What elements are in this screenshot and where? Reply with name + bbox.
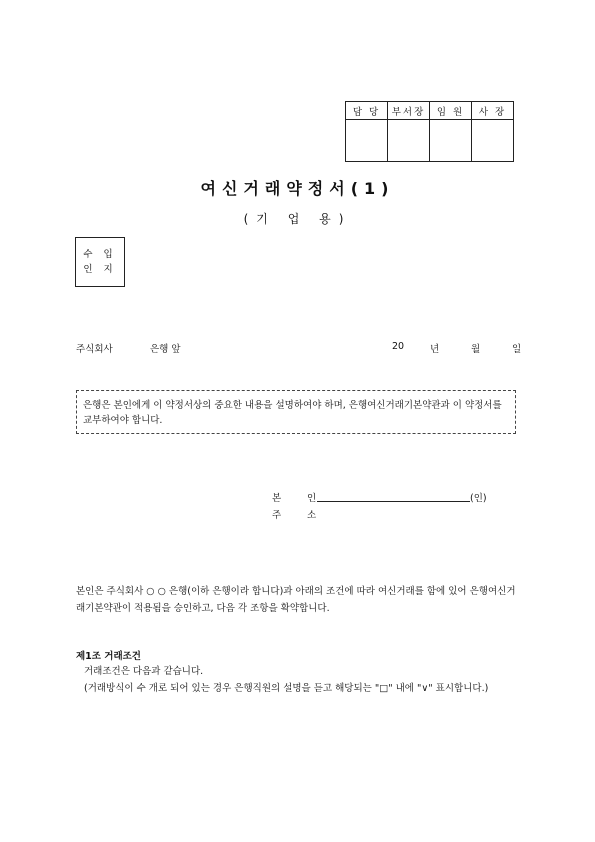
article1-line1: 거래조건은 다음과 같습니다.: [84, 666, 204, 677]
article1-line2: (거래방식이 수 개로 되어 있는 경우 은행직원의 설명을 듣고 해당되는 "□" 내에 "∨" 표시합니다.): [84, 683, 489, 694]
signer-address-label-1: 주: [272, 510, 282, 521]
date-year-prefix: 20: [392, 341, 405, 352]
signer-address-label-2: 소: [307, 510, 317, 521]
approval-box: [345, 101, 514, 162]
signer-name-label-1: 본: [272, 493, 282, 504]
seal-mark: (인): [470, 493, 487, 504]
approval-sign-dept-head[interactable]: [388, 120, 430, 162]
approval-sign-staff[interactable]: [346, 120, 388, 162]
signer-name-label-2: 인: [307, 493, 317, 504]
revenue-stamp-box: [75, 237, 125, 287]
approval-header-executive: 임 원: [430, 102, 472, 120]
approval-header-dept-head: 부서장: [388, 102, 430, 120]
approval-sign-executive[interactable]: [430, 120, 472, 162]
date-month-label: 월: [471, 344, 481, 355]
approval-sign-president[interactable]: [472, 120, 514, 162]
document-title: 여신거래약정서(1): [200, 179, 395, 198]
bank-duty-notice: 은행은 본인에게 이 약정서상의 중요한 내용을 설명하여야 하며, 은행여신거래기본약관과 이 약정서를 교부하여야 합니다.: [76, 390, 516, 434]
stamp-label-line1: 수 입: [83, 249, 117, 260]
date-year-label: 년: [430, 344, 440, 355]
approval-header-staff: 담 당: [346, 102, 388, 120]
stamp-label-line2: 인 지: [83, 264, 117, 275]
bank-addressee: 은행 앞: [150, 344, 181, 355]
signer-name-field[interactable]: [317, 501, 470, 502]
document-subtitle: (기 업 용): [243, 212, 352, 226]
approval-header-president: 사 장: [472, 102, 514, 120]
article1-title: 제1조 거래조건: [76, 651, 141, 662]
date-day-label: 일: [512, 344, 522, 355]
intro-paragraph: 본인은 주식회사 ○ ○ 은행(이하 은행이라 합니다)과 아래의 조건에 따라 여신거래를 함에 있어 은행여신거래기본약관이 적용됨을 승인하고, 다음 각 조항을 확약합니다.: [76, 586, 516, 614]
company-label: 주식회사: [76, 344, 113, 355]
